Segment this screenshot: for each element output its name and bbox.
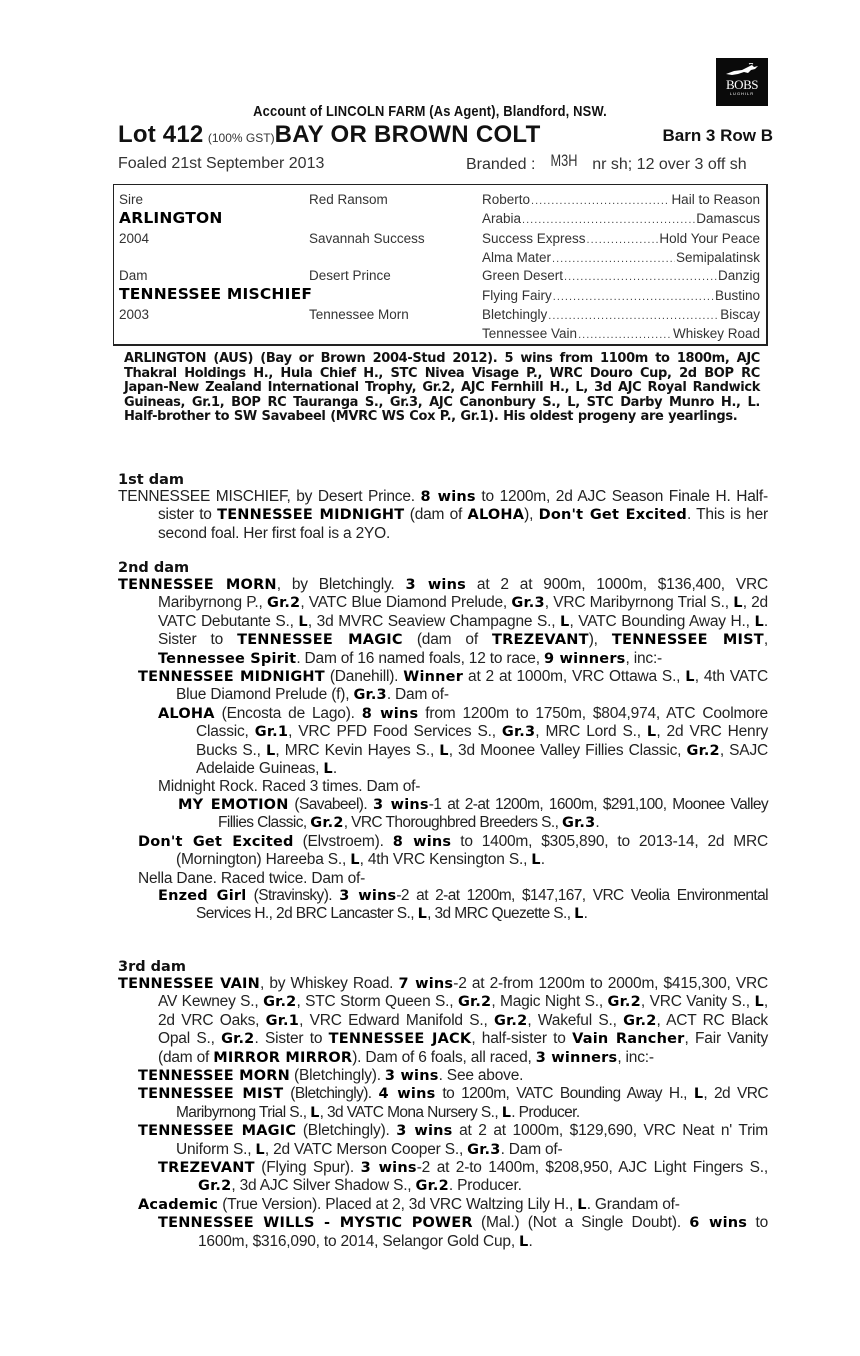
produce-entry: Academic (True Version). Placed at 2, 3d VRC Waltzing Lily H., L. Grandam of- (138, 1195, 680, 1213)
sire-label: Sire (119, 192, 144, 207)
pedigree-table (113, 184, 768, 346)
produce-entry: TENNESSEE MORN (Bletchingly). 3 wins. See above. (138, 1067, 524, 1085)
produce-entry: TENNESSEE MAGIC (Bletchingly). 3 wins at 2 at 1000m, $129,690, VRC Neat n' Trim Uniform S., L, 2d VATC Merson Cooper S., Gr.3. Dam of- (138, 1122, 768, 1158)
third-dam-entries (118, 975, 768, 1251)
lot-number: Lot 412 (118, 121, 204, 148)
branded-detail: nr sh; 12 over 3 off sh (592, 156, 747, 173)
lot-line (118, 121, 773, 147)
pedigree-gen4-row: Success Express ..... Hold Your Peace (482, 231, 760, 246)
second-dam-section (118, 560, 768, 924)
section-heading: 3rd dam (118, 959, 186, 975)
brand-info (466, 151, 747, 174)
produce-entry: TREZEVANT (Flying Spur). 3 wins-2 at 2-to 1400m, $208,950, AJC Light Fingers S., Gr.2, 3d AJC Silver Shadow S., Gr.2. Producer. (158, 1159, 768, 1195)
logo-brand: BOBS (726, 77, 758, 92)
sire-sire: Red Ransom (309, 192, 388, 207)
foaled-date: Foaled 21st September 2013 (118, 155, 325, 172)
produce-entry: TENNESSEE VAIN, by Whiskey Road. 7 wins-2 at 2-from 1200m to 2000m, $415,300, VRC AV Kewney S., Gr.2, STC Storm Queen S., Gr.2, Magic Night S., Gr.2, VRC Vanity S., L, 2d VRC Oaks, Gr.1, VRC Edward Manifold S., Gr.2, Wakeful S., Gr.2, ACT RC Black Opal S., Gr.2. Sister to TENNESSEE JACK, half-sister to Vain Rancher, Fair Vanity (dam of MIRROR MIRROR). Dam of 6 foals, all raced, 3 winners, inc:- (118, 975, 769, 1066)
pedigree-gen4-row: Green Desert ..... Danzig (482, 268, 760, 283)
produce-entry: Don't Get Excited (Elvstroem). 8 wins to 1400m, $305,890, to 2013-14, 2d MRC (Mornington) Hareeba S., L, 4th VRC Kensington S., L. (138, 832, 768, 869)
pedigree-gen4-row: Arabia ..... Damascus (482, 211, 760, 226)
bobs-logo (716, 58, 768, 106)
dam-dam: Tennessee Morn (309, 307, 409, 322)
pedigree-gen4-row: Alma Mater ..... Semipalatinsk (482, 250, 760, 265)
dam-sire: Desert Prince (309, 268, 391, 283)
first-dam-text: TENNESSEE MISCHIEF, by Desert Prince. 8 wins to 1200m, 2d AJC Season Finale H. Half-sister to TENNESSEE MIDNIGHT (dam of ALOHA), Don't Get Excited. This is her second foal. Her first foal is a 2YO. (118, 488, 768, 542)
branded-label: Branded : (466, 156, 536, 173)
produce-entry: Midnight Rock. Raced 3 times. Dam of- (158, 778, 421, 796)
second-dam-entries (118, 576, 768, 924)
dam-name: TENNESSEE MISCHIEF (119, 285, 313, 303)
horse-rider-icon (724, 63, 760, 77)
produce-entry: Enzed Girl (Stravinsky). 3 wins-2 at 2-at 1200m, $147,167, VRC Veolia Environmental Services H., 2d BRC Lancaster S., L, 3d MRC Quezette S., L. (158, 886, 768, 923)
produce-entry: TENNESSEE WILLS - MYSTIC POWER (Mal.) (Not a Single Doubt). 6 wins to 1600m, $316,090, to 2014, Selangor Gold Cup, L. (158, 1214, 768, 1250)
sire-name: ARLINGTON (119, 209, 223, 227)
logo-subtext: LUGHILR (729, 91, 755, 96)
sire-year: 2004 (119, 231, 150, 246)
vendor-account: Account of LINCOLN FARM (As Agent), Blandford, NSW. (253, 103, 607, 120)
sire-dam: Savannah Success (309, 231, 425, 246)
sire-biography: ARLINGTON (AUS) (Bay or Brown 2004-Stud 2012). 5 wins from 1100m to 1800m, AJC Thakral Holdings H., Hula Chief H., STC Nivea Visage P., WRC Douro Cup, 2d BOP RC Japan-New Zealand International Trophy, Gr.2, AJC Fernhill H., L, 3d AJC Royal Randwick Guineas, Gr.1, BOP RC Tauranga S., Gr.3, AJC Canonbury S., L, STC Darby Munro H., L. Half-brother to SW Savabeel (MVRC WS Cox P., Gr.1). His oldest progeny are yearlings. (124, 351, 760, 425)
dam-label: Dam (119, 268, 148, 283)
produce-entry: Nella Dane. Raced twice. Dam of- (138, 869, 366, 887)
section-heading: 1st dam (118, 472, 184, 488)
produce-entry: TENNESSEE MORN, by Bletchingly. 3 wins at 2 at 900m, 1000m, $136,400, VRC Maribyrnong P., Gr.2, VATC Blue Diamond Prelude, Gr.3, VRC Maribyrnong Trial S., L, 2d VATC Debutante S., L, 3d MVRC Seaview Champagne S., L, VATC Bounding Away H., L. Sister to TENNESSEE MAGIC (dam of TREZEVANT), TENNESSEE MIST, Tennessee Spirit. Dam of 16 named foals, 12 to race, 9 winners, inc:- (118, 576, 768, 667)
first-dam-section (118, 472, 768, 542)
produce-entry: MY EMOTION (Savabeel). 3 wins-1 at 2-at 1200m, 1600m, $291,100, Moonee Valley Fillies Classic, Gr.2, VRC Thoroughbred Breeders S., Gr.3. (178, 795, 769, 832)
pedigree-gen4-row: Bletchingly ..... Biscay (482, 307, 760, 322)
produce-entry: ALOHA (Encosta de Lago). 8 wins from 1200m to 1750m, $804,974, ATC Coolmore Classic, Gr.1, VRC PFD Food Services S., Gr.3, MRC Lord S., L, 2d VRC Henry Bucks S., L, MRC Kevin Hayes S., L, 3d Moonee Valley Fillies Classic, Gr.2, SAJC Adelaide Guineas, L. (158, 704, 768, 778)
produce-entry: TENNESSEE MIST (Bletchingly). 4 wins to 1200m, VATC Bounding Away H., L, 2d VRC Maribyrnong Trial S., L, 3d VATC Mona Nursery S., L. Producer. (138, 1085, 768, 1121)
brand-mark: M3H (550, 151, 578, 170)
third-dam-section (118, 959, 768, 1251)
pedigree-gen4-row: Tennessee Vain ..... Whiskey Road (482, 326, 760, 341)
section-heading: 2nd dam (118, 560, 190, 576)
pedigree-gen4-row: Flying Fairy ..... Bustino (482, 288, 760, 303)
pedigree-gen4-row: Roberto ..... Hail to Reason (482, 192, 760, 207)
gst-note: (100% GST) (207, 131, 275, 145)
produce-entry: TENNESSEE MIDNIGHT (Danehill). Winner at 2 at 1000m, VRC Ottawa S., L, 4th VATC Blue Diamond Prelude (f), Gr.3. Dam of- (138, 668, 768, 704)
horse-description: BAY OR BROWN COLT (274, 121, 541, 148)
barn-location: Barn 3 Row B (662, 126, 773, 145)
dam-year: 2003 (119, 307, 150, 322)
